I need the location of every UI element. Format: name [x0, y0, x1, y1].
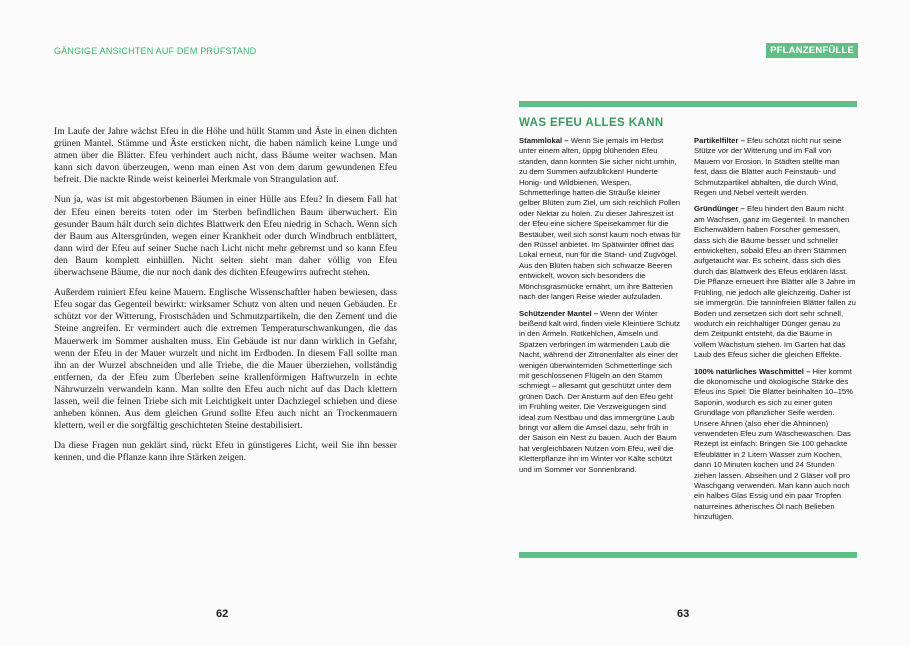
body-text: [54, 126, 397, 472]
entry-lead: Partikelfilter –: [694, 136, 747, 145]
box-bottom-rule: [519, 552, 857, 558]
entry-text: Hier kommt die ökonomische und ökologische Stärke des Efeus ins Spiel: Die Blätter beinhalten 10–15% Saponin, wodurch es sich zu einer guten Grundlage von pflanzlicher Seife werden. Unsere Ahnen (also eher die Ahninnen) verwendeten Efeu zum Wäschewaschen. Das Rezept ist einfach: Bringen Sie 100 gehackte Efeublätter in 2 Litern Wasser zum Kochen, dann 10 Minuten kochen und 24 Stunden ziehen lassen. Abseihen und 2 Gläser voll pro Waschgang verwenden. Man kann auch noch ein halbes Glas Essig und ein paar Tropfen naturreines ätherisches Öl nach Belieben hinzufügen.: [694, 366, 853, 522]
section-badge: PFLANZENFÜLLE: [766, 43, 858, 58]
entry-text: Wenn Sie jemals im Herbst unter einem alten, üppig blühenden Efeu standen, dann konnten Sie sicher nicht umhin, zu dem Summen aufzublicken! Hunderte Honig- und Wildbienen, Wespen, Schmetterlinge hatten die Sträuße kleiner gelber Blüten zum Ziel, um sich reichlich Pollen oder Nektar zu holen. Zu dieser Jahreszeit ist der Efeu eine sichere Speisekammer für die Bestäuber, weil sich sonst kaum noch etwas für den Rüssel anbietet. Im Spätwinter öffnet das Lokal erneut, nun für die Stand- und Zugvögel. Aus den Blüten haben sich schwarze Beeren entwickelt, wovon sich besonders die Mönchsgrasmücke ernährt, um ihre Batterien nach der langen Reise wieder aufzuladen.: [519, 136, 681, 302]
paragraph: Nun ja, was ist mit abgestorbenen Bäumen in einer Hülle aus Efeu? In diesem Fall hat der Efeu einen bereits toten oder im Sterben befindlichen Baum überwuchert. Ein gesunder Baum hält durch sein dichtes Blattwerk den Efeu niedrig in Schach. Wenn sich der Baum aus Altersgründen, wegen einer Krankheit oder durch Windbruch entblättert, dann wird der Efeu auf seiner Suche nach Licht nicht mehr gebremst und so kann Efeu den Baum komplett einhüllen. Nicht selten sieht man daher völlig von Efeu überwachsene Bäume, die nur noch dank des dichten Efeugewirrs aufrecht stehen.: [54, 194, 397, 279]
sidebar-column-right: [694, 136, 856, 523]
box-heading: WAS EFEU ALLES KANN: [519, 117, 664, 129]
sidebar-column-left: [519, 136, 681, 475]
page-number-right: 63: [677, 608, 690, 620]
sidebar-entry: [694, 204, 856, 360]
page-number-left: 62: [216, 608, 229, 620]
sidebar-entry: [519, 309, 681, 476]
entry-lead: Stammlokal –: [519, 136, 571, 145]
entry-text: Wenn der Winter beißend kalt wird, finden viele Kleintiere Schutz in den Ärmeln. Rotkehlchen, Amseln und Spatzen verbringen im wärmenden Laub die Nacht, während der Zitronenfalter als einer der wenigen überwinternden Schmetterlinge sich mit geschlossenen Flügeln an den Stamm schmiegt – allesamt gut geschützt unter dem grünen Dach. Der Ansturm auf den Efeu geht im Frühling weiter. Die Verzweigungen sind ideal zum Nestbau und das immergrüne Laub bringt vor allem die Amsel dazu, sehr früh in der Saison ein Nest zu bauen. Auch der Baum hat vergleichbaren Nutzen vom Efeu, weil die Kletterpflanze ihn im Winter vor Kälte schützt und im Sommer vor Sonnenbrand.: [519, 308, 681, 474]
paragraph: Da diese Fragen nun geklärt sind, rückt Efeu in günstigeres Licht, weil Sie ihn besser kennen, und die Pflanze kann ihre Stärken zeigen.: [54, 440, 397, 464]
entry-lead: 100% natürliches Waschmittel –: [694, 366, 813, 376]
sidebar-entry: [519, 136, 681, 303]
sidebar-entry: [694, 136, 856, 198]
box-top-rule: [519, 101, 857, 107]
entry-text: Efeu schützt nicht nur seine Stütze vor der Witterung und im Fall von Mauern vor Erosion. In Städten stellte man fest, dass die Blätter auch Feinstaub- und Schmutzpartikel abhalten, die durch Wind, Regen und Nebel verteilt werden.: [694, 136, 842, 198]
paragraph: Im Laufe der Jahre wächst Efeu in die Höhe und hüllt Stamm und Äste in einen dichten grünen Mantel. Stämme und Äste ersticken nicht, die haben nämlich keine Lunge und atmen über die Blätter. Efeu verhindert auch nicht, dass Bäume weiter wachsen. Man kann sich davon überzeugen, wenn man einen Ast von dem darum gewundenen Efeu befreit. Die nackte Rinde weist keinerlei Merkmale von Strangulation auf.: [54, 126, 397, 186]
entry-text: Efeu hindert den Baum nicht am Wachsen, ganz im Gegenteil. In manchen Eichenwäldern haben Forscher gemessen, dass sich die Bäume besser und schneller entwickelten, sobald Efeu an ihren Stämmen aufgetaucht war. Es scheint, dass sich dies durch das Blattwerk des Efeus erklären lässt. Die Pflanze erneuert ihre Blätter alle 3 Jahre im Frühling, nie jedoch alle gleichzeitig. Daher ist sie immergrün. Die tanninfreien Blätter fallen zu Boden und zersetzen sich dort sehr schnell, wodurch ein reichhaltiger Dünger genau zu dem Zeitpunkt entsteht, da die Bäume in vollem Wachstum stehen. Im Garten hat das Laub des Efeus sicher die gleichen Effekte.: [694, 204, 856, 360]
paragraph: Außerdem ruiniert Efeu keine Mauern. Englische Wissenschaftler haben bewiesen, dass Efeu sogar das Gegenteil bewirkt: wirksamer Schutz von alten und neuen Gebäuden. Er schützt vor der Witterung, Frostschäden und Schmutzpartikeln, die den Zement und die Steine angreifen. Er vermindert auch die extremen Temperaturschwankungen, die das Mauerwerk im Sommer aushalten muss. Ein Gebäude ist nur dann wirklich in Gefahr, wenn der Efeu in der Mauer wurzelt und nicht im Erdboden. In diesem Fall sollte man ihn an der Wurzel abschneiden und alle Triebe, die die Mauer überziehen, vollständig entfernen, da der Efeu zum Überleben seine krallenförmigen Haftwurzeln in echte Nährwurzeln verwandeln kann. Man sollte den Efeu auch nicht auf das Dach klettern lassen, weil die feinen Triebe sich mit Leichtigkeit unter Dachziegel schieben und diese anheben können. Aus dem gleichen Grund sollte Efeu auch nicht an Trockenmauern klettern, weil er die sorgfältig geschichteten Steine destabilisiert.: [54, 287, 397, 432]
right-page: [455, 0, 910, 646]
entry-lead: Schützender Mantel –: [519, 308, 601, 318]
entry-lead: Gründünger –: [694, 204, 747, 214]
running-head: GÄNGIGE ANSICHTEN AUF DEM PRÜFSTAND: [54, 46, 257, 56]
sidebar-entry: [694, 367, 856, 523]
